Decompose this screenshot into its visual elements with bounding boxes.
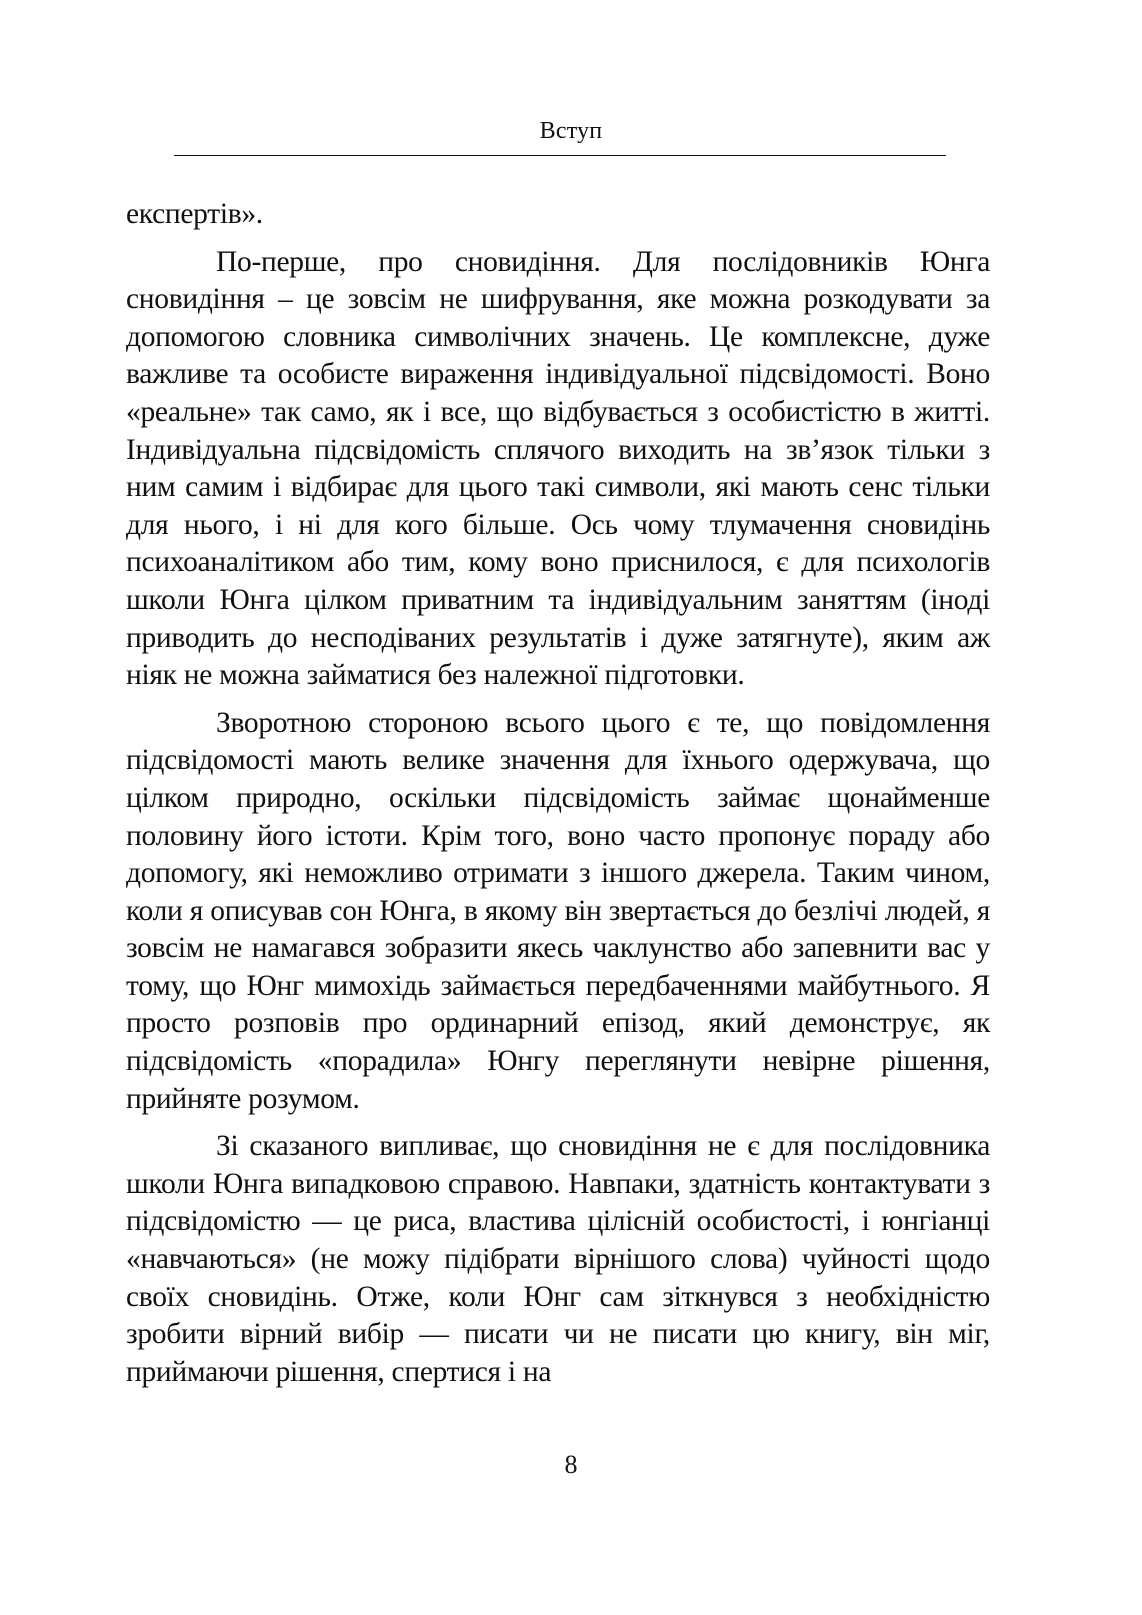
paragraph-conclusion: Зі сказаного випливає, що сновидіння не є для послідовника школи Юнга випадковою справою. Навпаки, здатність контактувати з підсвідомістю — це риса, властива цілісній особистості, і юнгіанці «навчаються» (не можу підібрати вірнішого слова) чуйності щодо своїх сновидінь. Отже, коли Юнг сам зіткнувся з необхідністю зробити вірний вибір — писати чи не писати цю книгу, він міг, приймаючи рішення, спертися і на [126, 1130, 990, 1388]
page-body-text [126, 196, 990, 1391]
header-rule-divider [174, 155, 946, 156]
paragraph-continuation: експертів». [126, 198, 263, 230]
running-head-title: Вступ [539, 118, 603, 144]
paragraph-subconscious-messages: Зворотною стороною всього цього є те, що повідомлення підсвідомості мають велике значення для їхнього одержувача, що цілком природно, оскільки підсвідомість займає щонайменше половину його істоти. Крім того, воно часто пропонує пораду або допомогу, які неможливо отримати з іншого джерела. Таким чином, коли я описував сон Юнга, в якому він звертається до безлічі людей, я зовсім не намагався зобразити якесь чаклунство або запевнити вас у тому, що Юнг мимохідь займається передбаченнями майбутнього. Я просто розповів про ординарний епізод, який демонструє, як підсвідомість «порадила» Юнгу переглянути невірне рішення, прийняте розумом. [126, 706, 990, 1115]
page-number: 8 [564, 1450, 578, 1479]
paragraph-dreams: По-перше, про сновидіння. Для послідовників Юнга сновидіння – це зовсім не шифрування, яке можна розкодувати за допомогою словника символічних значень. Це комплексне, дуже важливе та особисте вираження індивідуальної підсвідомості. Воно «реальне» так само, як і все, що відбувається з особистістю в житті. Індивідуальна підсвідомість сплячого виходить на зв’язок тільки з ним самим і відбирає для цього такі символи, які мають сенс тільки для нього, і ні для кого більше. Ось чому тлумачення сновидінь психоаналітиком або тим, кому воно приснилося, є для психологів школи Юнга цілком приватним та індивідуальним заняттям (іноді приводить до несподіваних результатів і дуже затягнуте), яким аж ніяк не можна займатися без належної підготовки. [126, 245, 990, 692]
